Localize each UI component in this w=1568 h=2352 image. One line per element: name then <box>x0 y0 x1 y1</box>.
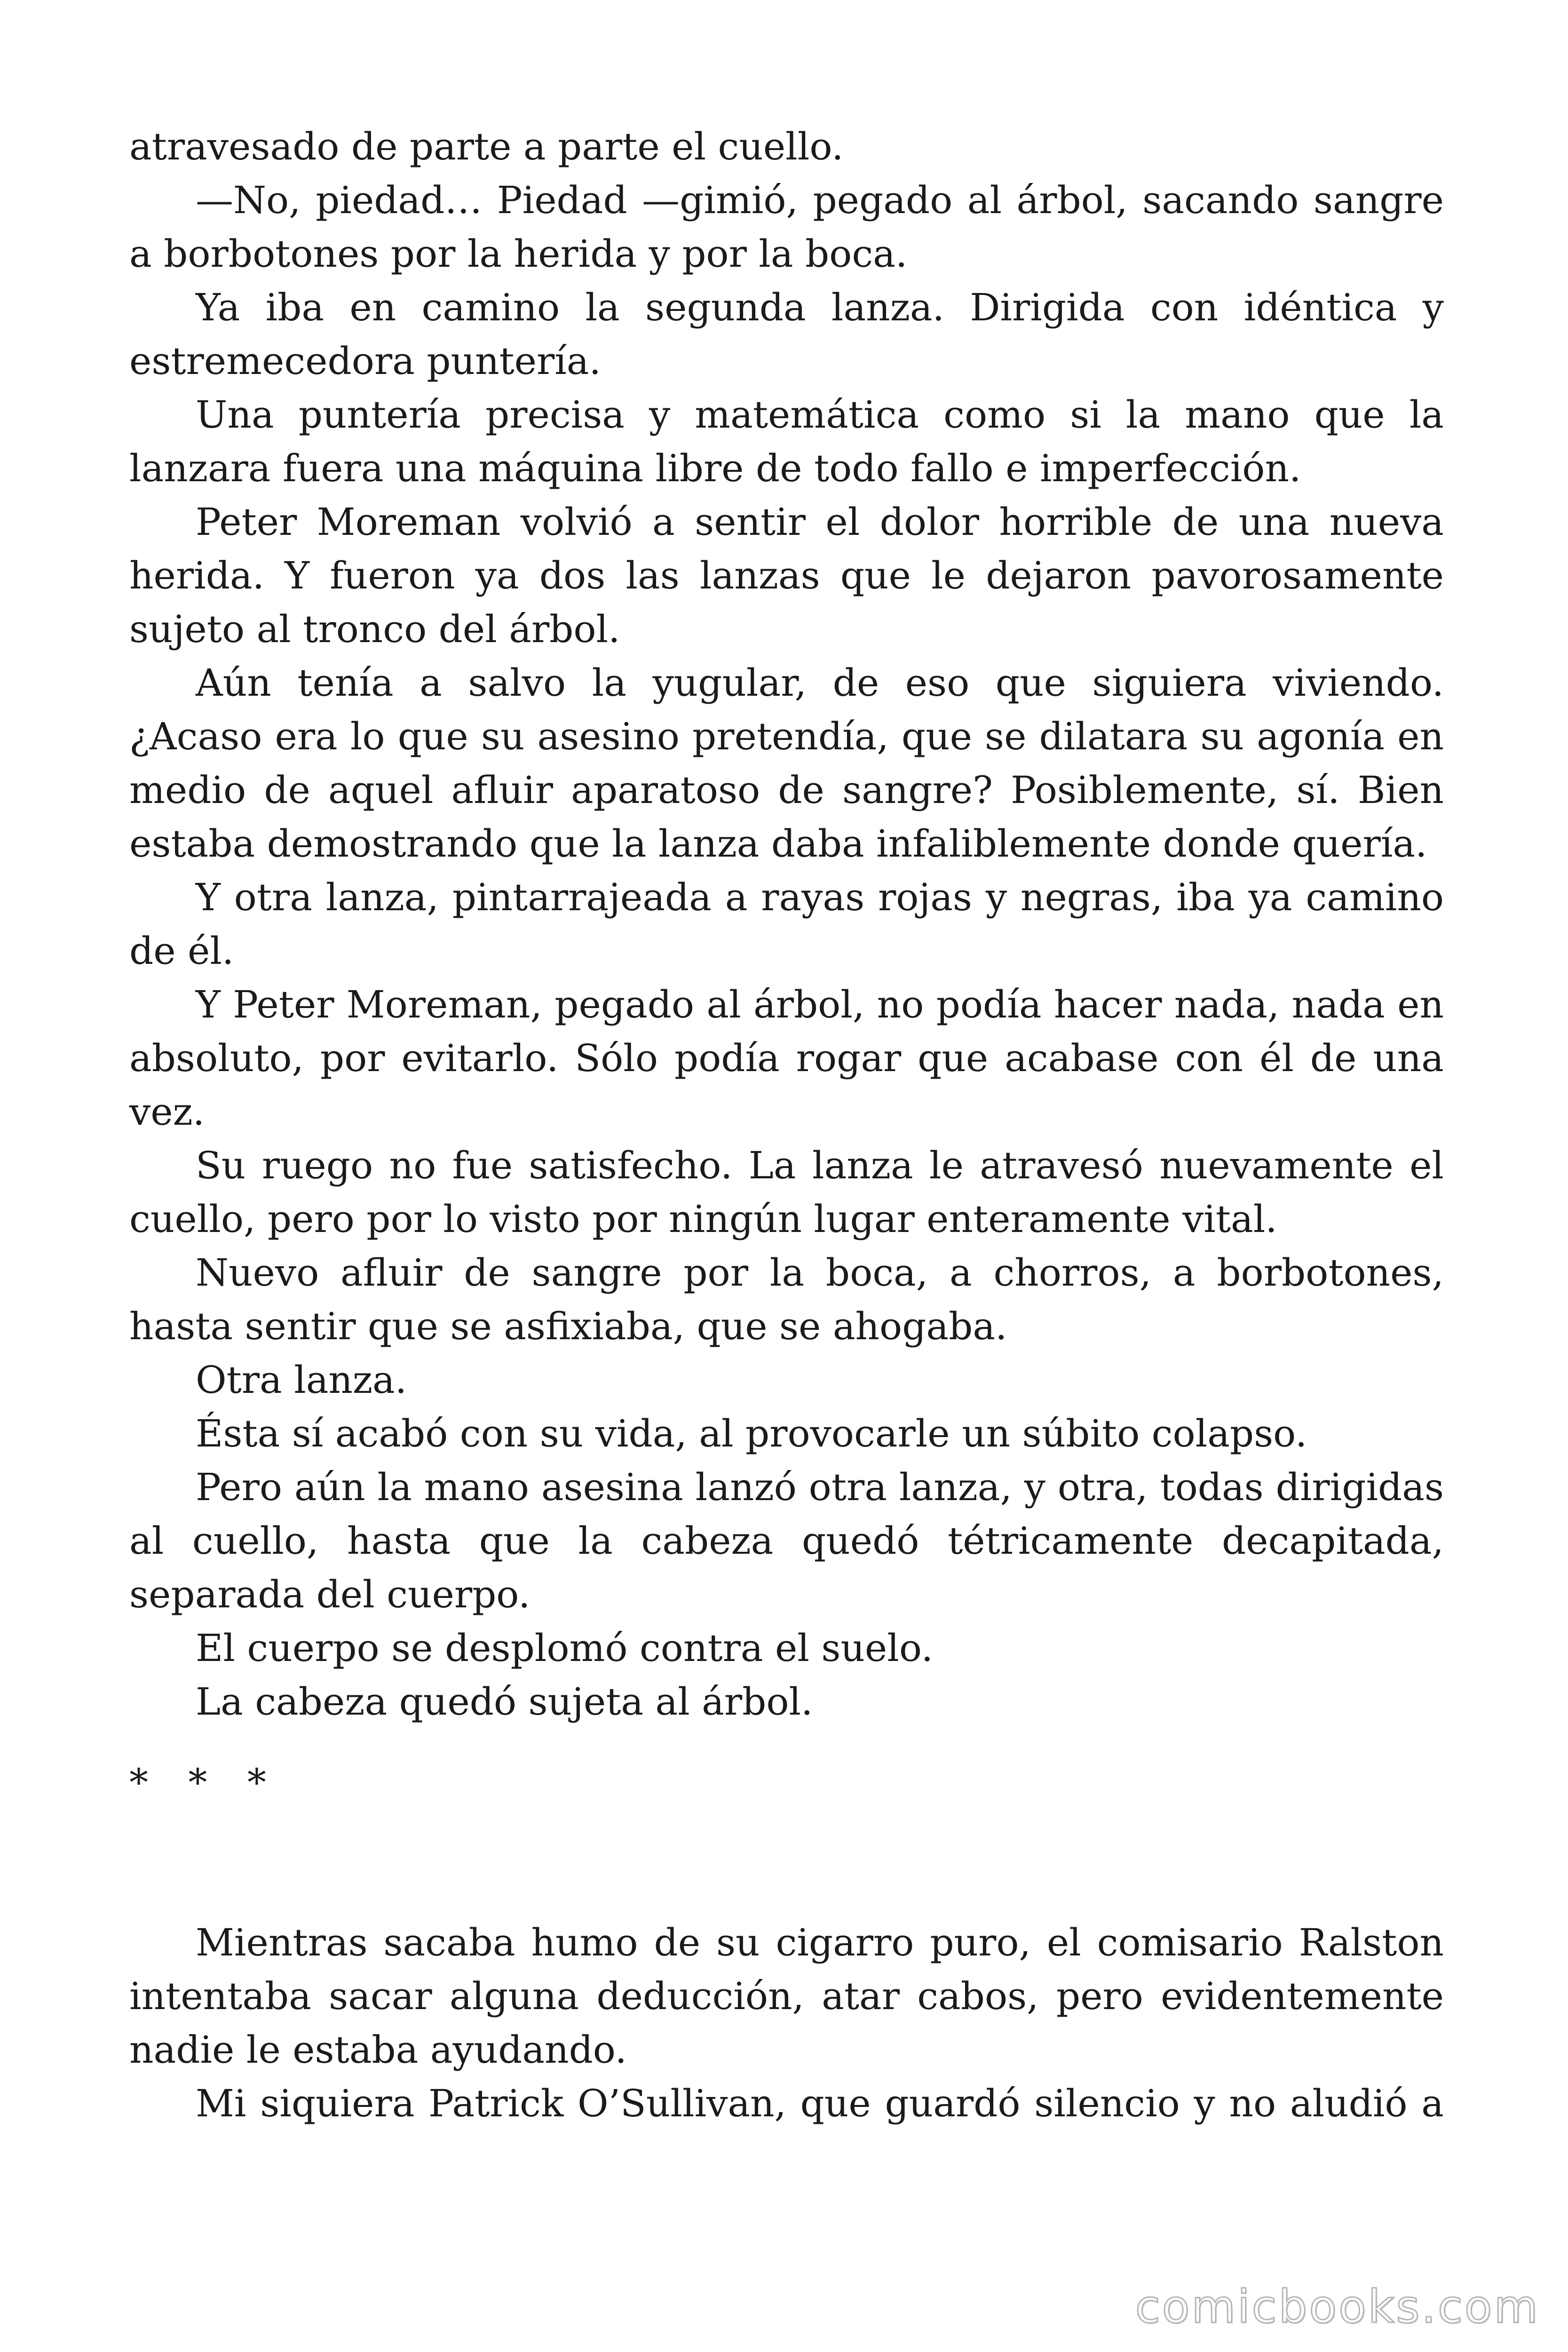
paragraph: Una puntería precisa y matemática como si la mano que la lanzara fuera una máquina libre de todo fallo e imperfección. <box>129 393 1444 490</box>
watermark: comicbooks.com <box>1135 2280 1540 2333</box>
paragraph: Ésta sí acabó con su vida, al provocarle un súbito colapso. <box>196 1412 1307 1455</box>
paragraph: Su ruego no fue satisfecho. La lanza le atravesó nuevamente el cuello, pero por lo visto por ningún lugar enteramente vital. <box>129 1144 1444 1241</box>
paragraph: El cuerpo se desplomó contra el suelo. <box>196 1626 934 1670</box>
paragraph: Nuevo afluir de sangre por la boca, a chorros, a borbotones, hasta sentir que se asfixiaba, que se ahogaba. <box>129 1251 1444 1348</box>
scene-separator: * * * <box>129 1761 280 1804</box>
paragraph: Mientras sacaba humo de su cigarro puro, el comisario Ralston intentaba sacar alguna deducción, atar cabos, pero evidentemente nadie le estaba ayudando. <box>129 1921 1444 2072</box>
paragraph: Ya iba en camino la segunda lanza. Dirigida con idéntica y estremecedora puntería. <box>129 286 1444 383</box>
paragraph: Pero aún la mano asesina lanzó otra lanza, y otra, todas dirigidas al cuello, hasta que la cabeza quedó tétricamente decapitada, separada del cuerpo. <box>129 1465 1444 1616</box>
book-page-text <box>129 120 1444 2130</box>
paragraph: Aún tenía a salvo la yugular, de eso que siguiera viviendo. ¿Acaso era lo que su asesino pretendía, que se dilatara su agonía en medio de aquel afluir aparatoso de sangre? Posiblemente, sí. Bien estaba demostrando que la lanza daba infaliblemente donde quería. <box>129 661 1444 866</box>
paragraph: Otra lanza. <box>196 1358 407 1402</box>
paragraph: Y otra lanza, pintarrajeada a rayas rojas y negras, iba ya camino de él. <box>129 875 1444 973</box>
paragraph: —No, piedad… Piedad —gimió, pegado al árbol, sacando sangre a borbotones por la herida y por la boca. <box>129 178 1444 276</box>
paragraph: Mi siquiera Patrick O’Sullivan, que guardó silencio y no aludió a <box>196 2082 1444 2125</box>
paragraph: Peter Moreman volvió a sentir el dolor horrible de una nueva herida. Y fueron ya dos las lanzas que le dejaron pavorosamente sujeto al tronco del árbol. <box>129 500 1444 651</box>
paragraph: atravesado de parte a parte el cuello. <box>129 125 844 168</box>
paragraph: Y Peter Moreman, pegado al árbol, no podía hacer nada, nada en absoluto, por evitarlo. Sólo podía rogar que acabase con él de una vez. <box>129 983 1444 1134</box>
paragraph: La cabeza quedó sujeta al árbol. <box>196 1680 813 1724</box>
